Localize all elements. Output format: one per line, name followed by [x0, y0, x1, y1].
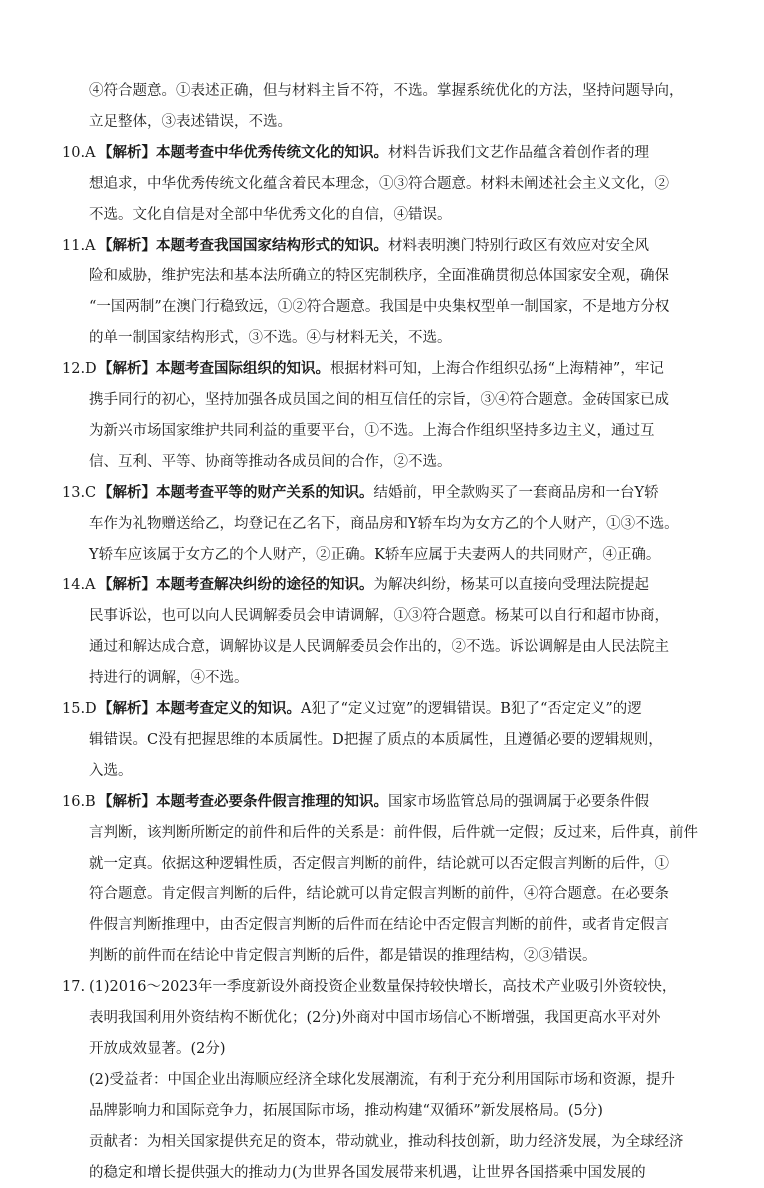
line-text: 的稳定和增长提供强大的推动力(为世界各国发展带来机遇，让世界各国搭乘中国发展的 — [89, 1164, 646, 1181]
item-body — [98, 231, 649, 261]
line-text: 判断的前件而在结论中肯定假言判断的后件，都是错误的推理结构，②③错误。 — [89, 948, 597, 965]
line-text: 国家市场监管总局的强调属于必要条件假 — [388, 793, 649, 810]
analysis-label: 【解析】本题考查中华优秀传统文化的知识。 — [98, 143, 388, 161]
line-text: “一国两制”在澳门行稳致远，①②符合题意。我国是中央集权型单一制国家，不是地方分权 — [89, 299, 670, 316]
line-text: ④符合题意。①表述正确，但与材料主旨不符，不选。掌握系统优化的方法，坚持问题导向， — [89, 83, 684, 99]
line-text: 就一定真。依据这种逻辑性质，否定假言判断的前件，结论就可以否定假言判断的后件，① — [89, 855, 669, 872]
line-text: 通过和解达成合意，调解协议是人民调解委员会作出的，②不选。诉讼调解是由人民法院主 — [89, 639, 669, 656]
analysis-label: 【解析】本题考查定义的知识。 — [98, 700, 301, 717]
line-text: 携手同行的初心，坚持加强各成员国之间的相互信任的宗旨，③④符合题意。金砖国家已成 — [89, 392, 669, 408]
text-line — [0, 1065, 764, 1095]
text-line — [0, 725, 764, 755]
text-line — [0, 632, 764, 662]
text-line — [0, 261, 764, 291]
text-line — [0, 910, 764, 940]
line-text: 信、互利、平等、协商等推动各成员间的合作，②不选。 — [89, 453, 452, 470]
text-line — [0, 941, 764, 971]
analysis-label: 【解析】本题考查我国国家结构形式的知识。 — [98, 236, 388, 254]
text-line — [0, 849, 764, 879]
text-line — [0, 76, 764, 106]
text-line — [0, 169, 764, 199]
line-text: 车作为礼物赠送给乙，均登记在乙名下，商品房和Y轿车均为女方乙的个人财产，①③不选。 — [89, 515, 679, 532]
answer-item — [0, 972, 764, 1002]
line-text: 品牌影响力和国际竞争力，拓展国际市场，推动构建“双循环”新发展格局。(5分) — [89, 1102, 603, 1119]
text-line — [0, 1003, 764, 1033]
text-line — [0, 663, 764, 693]
text-line — [0, 509, 764, 539]
text-line — [0, 540, 764, 570]
item-body — [98, 694, 642, 724]
item-number: 13.C — [62, 484, 97, 501]
line-text: 入选。 — [89, 762, 133, 779]
line-text: 材料告诉我们文艺作品蕴含着创作者的理 — [388, 144, 649, 161]
line-text: A犯了“定义过宽”的逻辑错误。B犯了“否定定义”的逻 — [301, 701, 642, 717]
line-text: 辑错误。C没有把握思维的本质属性。D把握了质点的本质属性，且遵循必要的逻辑规则， — [89, 731, 663, 748]
line-text: 贡献者：为相关国家提供充足的资本，带动就业，推动科技创新，助力经济发展，为全球经济 — [89, 1133, 684, 1150]
answer-item — [0, 478, 764, 508]
item-number: 12.D — [62, 361, 97, 378]
text-line — [0, 107, 764, 137]
line-text: 表明我国利用外资结构不断优化；(2分)外商对中国市场信心不断增强，我国更高水平对外 — [89, 1010, 661, 1026]
line-text: 为新兴市场国家维护共同利益的重要平台，①不选。上海合作组织坚持多边主义，通过互 — [89, 422, 655, 439]
text-line — [0, 1096, 764, 1126]
text-line — [0, 879, 764, 909]
text-line — [0, 385, 764, 415]
line-text: 立足整体，③表述错误，不选。 — [89, 113, 292, 130]
item-number: 14.A — [62, 577, 96, 594]
analysis-label: 【解析】本题考查解决纠纷的途径的知识。 — [98, 576, 374, 594]
analysis-label: 【解析】本题考查国际组织的知识。 — [98, 360, 330, 378]
line-text: 结婚前，甲全款购买了一套商品房和一台Y轿 — [373, 484, 659, 501]
text-line — [0, 601, 764, 631]
line-text: Y轿车应该属于女方乙的个人财产，②正确。K轿车应属于夫妻两人的共同财产，④正确。 — [89, 546, 661, 563]
analysis-label: 【解析】本题考查平等的财产关系的知识。 — [98, 483, 374, 501]
answer-item — [0, 787, 764, 817]
line-text: 持进行的调解，④不选。 — [89, 670, 249, 687]
line-text: 材料表明澳门特别行政区有效应对安全风 — [388, 237, 649, 254]
text-line — [0, 447, 764, 477]
text-line — [0, 323, 764, 353]
item-number: 10.A — [62, 144, 96, 161]
line-text: 险和威胁，维护宪法和基本法所确立的特区宪制秩序，全面准确贯彻总体国家安全观，确保 — [89, 268, 669, 285]
answer-item — [0, 138, 764, 168]
line-text: 根据材料可知，上海合作组织弘扬“上海精神”，牢记 — [330, 361, 664, 378]
line-text: 想追求，中华优秀传统文化蕴含着民本理念，①③符合题意。材料未阐述社会主义文化，② — [89, 175, 669, 192]
item-body — [98, 570, 649, 600]
text-line — [0, 292, 764, 322]
item-number: 15.D — [62, 701, 97, 717]
answer-item — [0, 354, 764, 384]
line-text: (2)受益者：中国企业出海顺应经济全球化发展潮流，有利于充分利用国际市场和资源，提升 — [89, 1071, 676, 1088]
answer-item — [0, 570, 764, 600]
line-text: 为解决纠纷，杨某可以直接向受理法院提起 — [373, 577, 649, 594]
text-line — [0, 756, 764, 786]
line-text: 符合题意。肯定假言判断的后件，结论就可以肯定假言判断的前件，④符合题意。在必要条 — [89, 886, 669, 903]
item-number: 11.A — [62, 237, 96, 254]
item-body — [89, 972, 676, 1002]
line-text: 不选。文化自信是对全部中华优秀文化的自信，④错误。 — [89, 206, 452, 223]
line-text: 件假言判断推理中，由否定假言判断的后件而在结论中否定假言判断的前件，或者肯定假言 — [89, 917, 669, 934]
line-text: (1)2016～2023年一季度新设外商投资企业数量保持较快增长，高技术产业吸引外资较快， — [89, 979, 677, 996]
item-body — [98, 787, 649, 817]
item-body — [98, 354, 664, 384]
item-number: 16.B — [62, 793, 96, 810]
text-line — [0, 200, 764, 230]
text-line — [0, 818, 764, 848]
line-text: 言判断，该判断所断定的前件和后件的关系是：前件假，后件就一定假；反过来，后件真，前件 — [89, 824, 698, 841]
answer-item — [0, 694, 764, 724]
item-body — [98, 138, 649, 168]
text-line — [0, 416, 764, 446]
text-line — [0, 1158, 764, 1188]
text-line — [0, 1127, 764, 1157]
item-body — [98, 478, 659, 508]
line-text: 的单一制国家结构形式，③不选。④与材料无关，不选。 — [89, 330, 452, 347]
item-number: 17. — [62, 979, 86, 996]
line-text: 开放成效显著。(2分) — [89, 1040, 226, 1057]
text-line — [0, 1034, 764, 1064]
analysis-label: 【解析】本题考查必要条件假言推理的知识。 — [98, 792, 388, 810]
line-text: 民事诉讼，也可以向人民调解委员会申请调解，①③符合题意。杨某可以自行和超市协商， — [89, 608, 669, 625]
answer-item — [0, 231, 764, 261]
